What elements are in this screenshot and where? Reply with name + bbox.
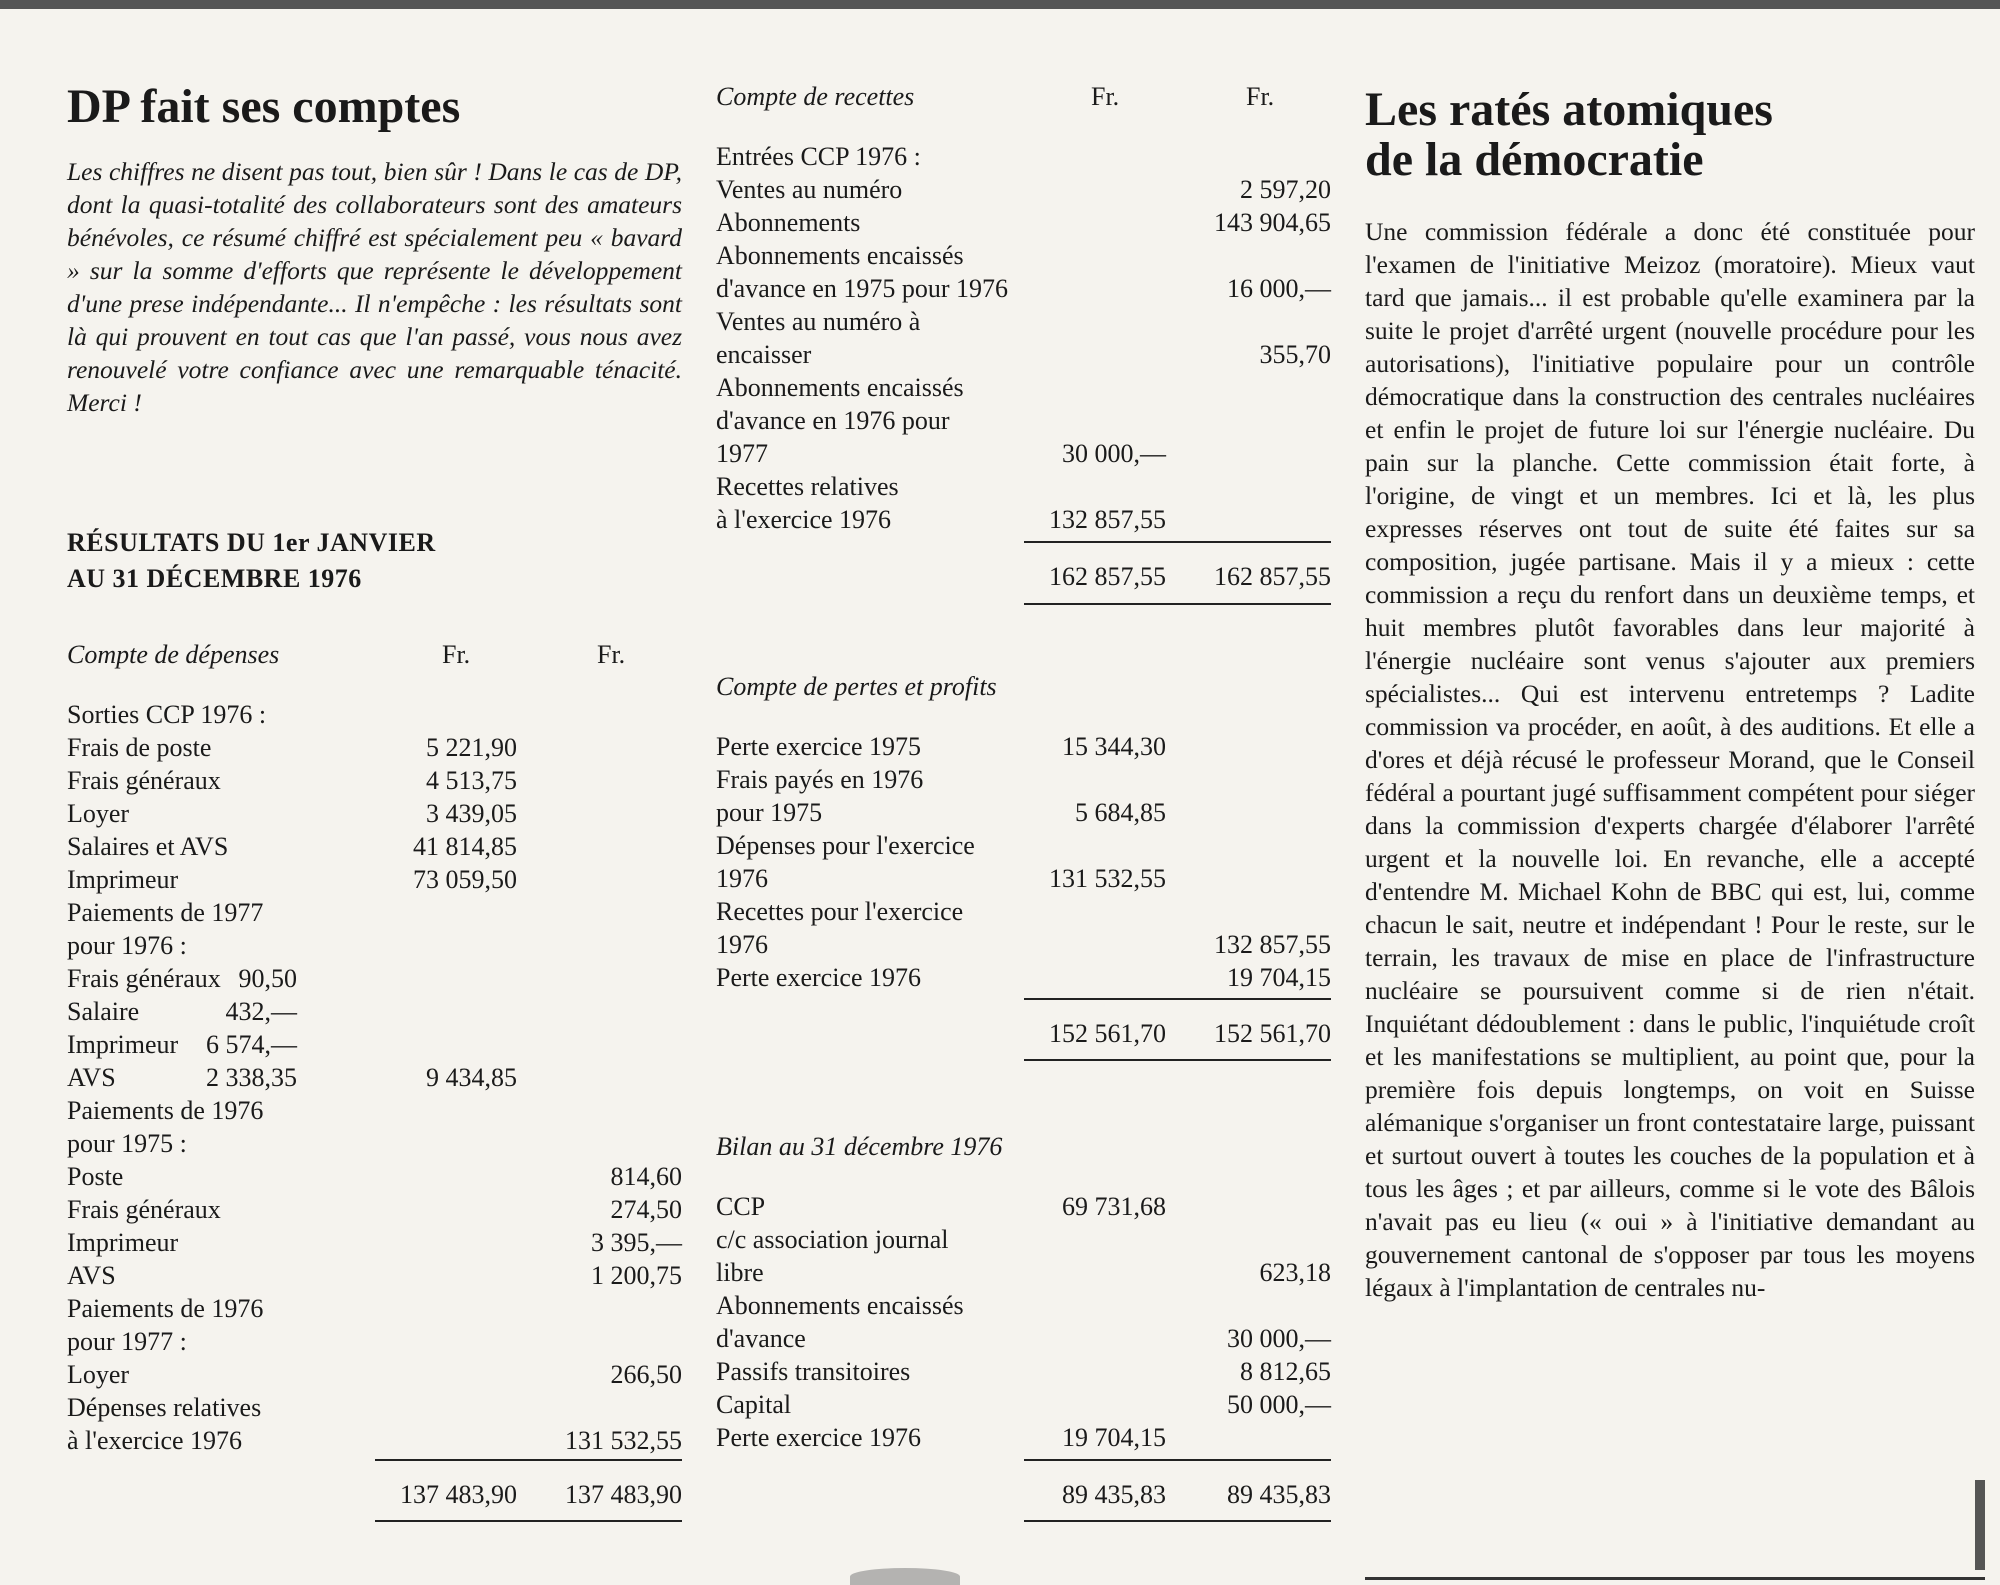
pertes-ledger (716, 730, 1331, 994)
ledger-label: Dépenses relatives (67, 1393, 262, 1422)
ledger-row (716, 928, 1331, 961)
pertes-bottom-rule (1024, 1059, 1331, 1061)
ledger-amount: 5 221,90 (426, 733, 517, 762)
ledger-amount: 41 814,85 (413, 832, 517, 861)
bilan-total-row: 89 435,83 89 435,83 (1062, 1480, 1331, 1509)
ledger-row (716, 829, 1331, 862)
ledger-amount: 73 059,50 (413, 865, 517, 894)
ledger-amount: 274,50 (610, 1195, 682, 1224)
ledger-amount: 19 704,15 (1227, 963, 1331, 992)
ledger-row (67, 1094, 682, 1127)
ledger-amount: 15 344,30 (1062, 732, 1166, 761)
recettes-heading: Compte de recettes Fr. Fr. (716, 82, 1275, 111)
ledger-row (67, 962, 682, 995)
ledger-row (67, 1127, 682, 1160)
ledger-amount: 5 684,85 (1075, 798, 1166, 827)
scan-edge-mark (1975, 1480, 1985, 1570)
ledger-row (67, 764, 682, 797)
ledger-row (67, 1358, 682, 1391)
ledger-row (67, 863, 682, 896)
ledger-amount: 132 857,55 (1214, 930, 1331, 959)
ledger-amount: 131 532,55 (565, 1426, 682, 1455)
ledger-label: encaisser (716, 340, 812, 369)
ledger-amount: 30 000,— (1062, 439, 1166, 468)
ledger-row (716, 338, 1331, 371)
scan-smudge (850, 1568, 960, 1585)
ledger-label: Entrées CCP 1976 : (716, 142, 921, 171)
bilan-heading: Bilan au 31 décembre 1976 (716, 1132, 1003, 1161)
ledger-label: Frais généraux (67, 766, 221, 795)
ledger-row (67, 1193, 682, 1226)
ledger-label: Paiements de 1976 (67, 1096, 264, 1125)
bilan-total-rule (1024, 1459, 1331, 1461)
ledger-label: Recettes relatives (716, 472, 899, 501)
recettes-ledger (716, 140, 1331, 536)
ledger-label: Capital (716, 1390, 792, 1419)
ledger-label: AVS (67, 1261, 116, 1290)
ledger-amount: 3 439,05 (426, 799, 517, 828)
ledger-label: pour 1975 : (67, 1129, 187, 1158)
ledger-label: Frais de poste (67, 733, 212, 762)
ledger-label: 1976 (716, 864, 768, 893)
ledger-label: Salaire (67, 997, 140, 1026)
ledger-label: pour 1977 : (67, 1327, 187, 1356)
ledger-row (67, 1259, 682, 1292)
ledger-amount: 9 434,85 (426, 1063, 517, 1092)
ledger-label: d'avance en 1976 pour (716, 406, 950, 435)
ledger-label: Ventes au numéro à (716, 307, 921, 336)
ledger-label: 1976 (716, 930, 768, 959)
ledger-row (67, 1061, 682, 1094)
ledger-row (716, 796, 1331, 829)
ledger-row (67, 1028, 682, 1061)
ledger-amount: 623,18 (1259, 1258, 1331, 1287)
ledger-label: Loyer (67, 1360, 130, 1389)
ledger-label: à l'exercice 1976 (716, 505, 892, 534)
ledger-label: Salaires et AVS (67, 832, 229, 861)
ledger-row (67, 797, 682, 830)
bottom-rule (1365, 1577, 1985, 1580)
ledger-amount: 69 731,68 (1062, 1192, 1166, 1221)
ledger-amount: 2 338,35 (206, 1063, 297, 1092)
ledger-label: AVS (67, 1063, 116, 1092)
ledger-label: Imprimeur (67, 1228, 179, 1257)
ledger-row (716, 1421, 1331, 1454)
ledger-amount: 8 812,65 (1240, 1357, 1331, 1386)
ledger-label: d'avance (716, 1324, 806, 1353)
ledger-amount: 6 574,— (206, 1030, 297, 1059)
ledger-label: Abonnements encaissés (716, 373, 964, 402)
ledger-row (67, 1160, 682, 1193)
ledger-amount: 30 000,— (1227, 1324, 1331, 1353)
ledger-row (67, 896, 682, 929)
ledger-amount: 16 000,— (1227, 274, 1331, 303)
ledger-label: Perte exercice 1975 (716, 732, 922, 761)
ledger-row (716, 305, 1331, 338)
ledger-amount: 3 395,— (591, 1228, 682, 1257)
ledger-row (67, 830, 682, 863)
depenses-heading: Compte de dépenses Fr. Fr. (67, 640, 626, 669)
ledger-row (67, 1325, 682, 1358)
ledger-row (67, 1292, 682, 1325)
ledger-label: Imprimeur (67, 1030, 179, 1059)
ledger-label: Frais généraux (67, 1195, 221, 1224)
ledger-label: pour 1975 (716, 798, 823, 827)
ledger-label: Paiements de 1976 (67, 1294, 264, 1323)
ledger-row (67, 1226, 682, 1259)
ledger-row (716, 1256, 1331, 1289)
ledger-label: d'avance en 1975 pour 1976 (716, 274, 1009, 303)
ledger-amount: 4 513,75 (426, 766, 517, 795)
ledger-amount: 143 904,65 (1214, 208, 1331, 237)
ledger-row (716, 272, 1331, 305)
ledger-label: Frais généraux (67, 964, 221, 993)
depenses-total-row: 137 483,90 137 483,90 (400, 1480, 682, 1509)
ledger-label: 1977 (716, 439, 768, 468)
bilan-ledger (716, 1190, 1331, 1454)
ledger-label: Paiements de 1977 (67, 898, 264, 927)
ledger-label: Recettes pour l'exercice (716, 897, 964, 926)
ledger-label: à l'exercice 1976 (67, 1426, 243, 1455)
ledger-row (67, 1391, 682, 1424)
depenses-total-rule (375, 1459, 682, 1461)
ledger-row (67, 995, 682, 1028)
pertes-total-rule (1024, 998, 1331, 1000)
recettes-total-rule (1024, 541, 1331, 543)
ledger-row (67, 698, 682, 731)
ledger-row (716, 1190, 1331, 1223)
ledger-label: Abonnements encaissés (716, 1291, 964, 1320)
ledger-label: Abonnements encaissés (716, 241, 964, 270)
ledger-label: Perte exercice 1976 (716, 1423, 922, 1452)
ledger-label: Imprimeur (67, 865, 179, 894)
ledger-row (716, 1322, 1331, 1355)
top-scan-edge (0, 0, 2000, 9)
ledger-row (716, 1388, 1331, 1421)
depenses-bottom-rule (375, 1520, 682, 1522)
ledger-label: Perte exercice 1976 (716, 963, 922, 992)
ledger-row (67, 1424, 682, 1457)
article-title: DP fait ses comptes (67, 80, 461, 133)
ledger-row (716, 239, 1331, 272)
ledger-row (716, 503, 1331, 536)
depenses-ledger (67, 698, 682, 1457)
ledger-row (716, 140, 1331, 173)
ledger-amount: 814,60 (610, 1162, 682, 1191)
ledger-row (716, 206, 1331, 239)
pertes-total-row: 152 561,70 152 561,70 (1049, 1019, 1331, 1048)
ledger-row (67, 731, 682, 764)
ledger-row (716, 437, 1331, 470)
ledger-label: Sorties CCP 1976 : (67, 700, 267, 729)
ledger-amount: 2 597,20 (1240, 175, 1331, 204)
ledger-label: Abonnements (716, 208, 861, 237)
ledger-row (67, 929, 682, 962)
ledger-row (716, 404, 1331, 437)
ledger-label: Ventes au numéro (716, 175, 903, 204)
ledger-row (716, 862, 1331, 895)
bilan-bottom-rule (1024, 1520, 1331, 1522)
ledger-amount: 266,50 (610, 1360, 682, 1389)
ledger-label: c/c association journal (716, 1225, 949, 1254)
ledger-amount: 19 704,15 (1062, 1423, 1166, 1452)
recettes-total-row: 162 857,55 162 857,55 (1049, 562, 1331, 591)
ledger-amount: 90,50 (238, 964, 297, 993)
ledger-amount: 432,— (225, 997, 297, 1026)
ledger-amount: 131 532,55 (1049, 864, 1166, 893)
ledger-row (716, 173, 1331, 206)
ledger-label: Poste (67, 1162, 124, 1191)
recettes-bottom-rule (1024, 603, 1331, 605)
ledger-amount: 355,70 (1259, 340, 1331, 369)
ledger-label: libre (716, 1258, 764, 1287)
ledger-label: pour 1976 : (67, 931, 187, 960)
ledger-amount: 132 857,55 (1049, 505, 1166, 534)
second-article-body: Une commission fédérale a donc été constituée pour l'examen de l'initiative Meizoz (moratoire). Mieux vaut tard que jamais... il est probable qu'elle examinera par la suite le projet d'arrêté urgent (nouvelle procédure pour les autorisations), l'initiative populaire pour un contrôle démocratique dans la construction des centrales nucléaires et enfin le projet de future loi sur l'énergie nucléaire. Du pain sur la planche. Cette commission était forte, à l'origine, de vingt et un membres. Ici et là, les plus expresses réserves ont tout de suite été faites sur sa composition, jugée partisane. Mais il y a mieux : cette commission a reçu du renfort dans un deuxième temps, et huit membres plutôt favorables dans leur majorité à l'énergie nucléaire sont venus s'ajouter aux premiers spécialistes... Qui est intervenu entretemps ? Ladite commission va procéder, en août, à des auditions. Et elle a d'ores et déjà récusé le professeur Morand, que le Conseil fédéral a pourtant jugé suffisamment compétent pour siéger dans la commission d'experts chargée d'élaborer l'arrêté urgent et la nouvelle loi. En revanche, elle a accepté d'entendre M. Michael Kohn de BBC qui est, lui, comme chacun le sait, neutre et indépendant ! Pour le reste, sur le terrain, les travaux de mise en place de l'infrastructure nucléaire se poursuivent comme si de rien n'était. Inquiétant dédoublement : dans le public, l'inquiétude croît et les manifestations se multiplient, au point que, pour la première fois depuis longtemps, on voit en Suisse alémanique s'organiser un front contestataire large, puissant et surtout ouvert à toutes les couches de la population et à tous les âges ; et par ailleurs, comme si le vote des Bâlois n'avait pas eu lieu (« oui » à l'initiative demandant au gouvernement cantonal de s'opposer par tous les moyens légaux à l'implantation de centrales nu- (1365, 217, 1975, 1302)
ledger-row (716, 961, 1331, 994)
ledger-label: Passifs transitoires (716, 1357, 911, 1386)
ledger-row (716, 371, 1331, 404)
ledger-label: CCP (716, 1192, 766, 1221)
article-intro: Les chiffres ne disent pas tout, bien sûr ! Dans le cas de DP, dont la quasi-totalité des collaborateurs sont des amateurs bénévoles, ce résumé chiffré est spécialement peu « bavard » sur la somme d'efforts que représente le développement d'une prese indépendante... Il n'empêche : les résultats sont là qui prouvent en tout cas que l'an passé, vous nous avez renouvelé votre confiance avec une remarquable ténacité. Merci ! (67, 157, 682, 417)
ledger-row (716, 895, 1331, 928)
ledger-amount: 1 200,75 (591, 1261, 682, 1290)
ledger-label: Loyer (67, 799, 130, 828)
ledger-row (716, 470, 1331, 503)
ledger-amount: 50 000,— (1227, 1390, 1331, 1419)
pertes-heading: Compte de pertes et profits (716, 672, 997, 701)
ledger-row (716, 730, 1331, 763)
ledger-row (716, 1289, 1331, 1322)
ledger-row (716, 1223, 1331, 1256)
ledger-row (716, 763, 1331, 796)
ledger-row (716, 1355, 1331, 1388)
ledger-label: Frais payés en 1976 (716, 765, 924, 794)
ledger-label: Dépenses pour l'exercice (716, 831, 975, 860)
second-article-title: Les ratés atomiques de la démocratie (1365, 83, 1773, 186)
results-heading: RÉSULTATS DU 1er JANVIER AU 31 DÉCEMBRE 1976 (67, 528, 436, 593)
